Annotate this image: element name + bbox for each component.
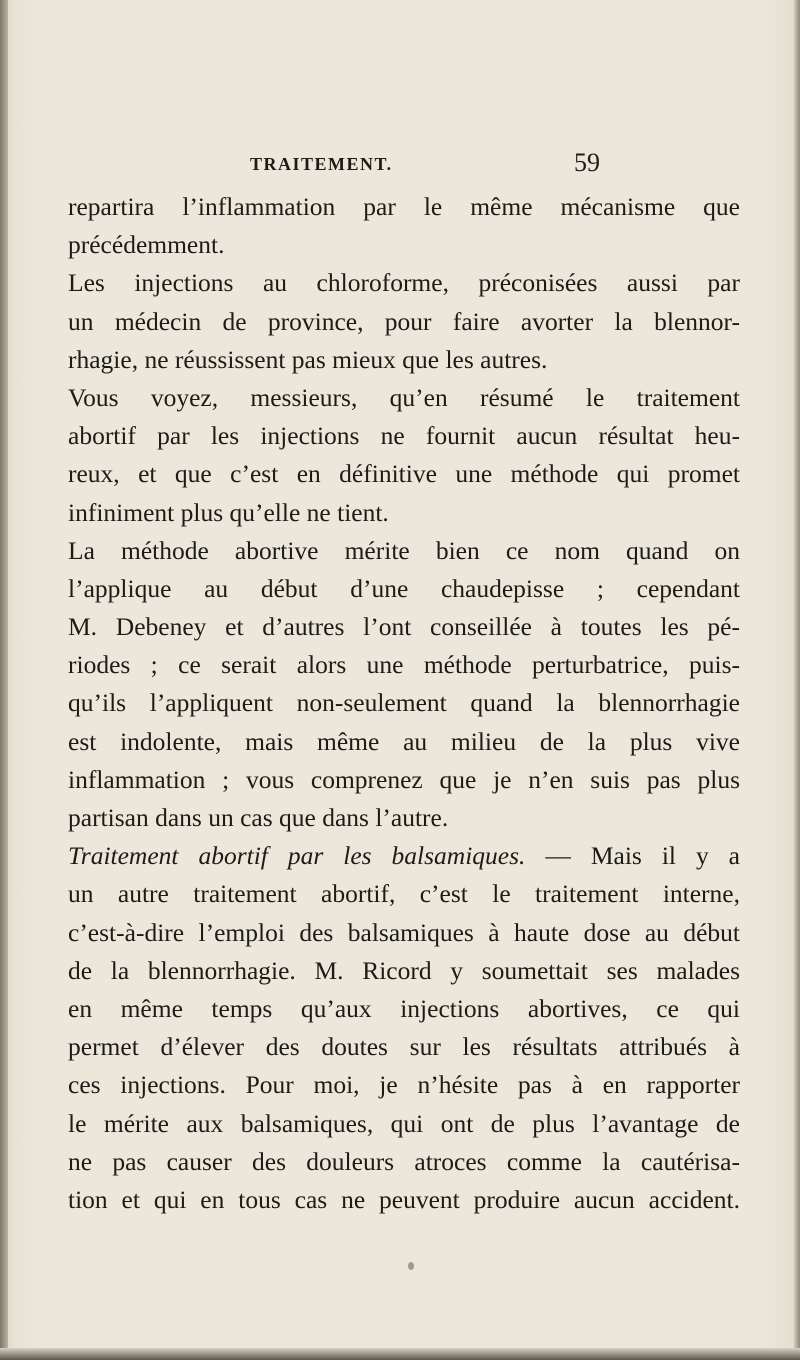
- binding-shadow: [0, 0, 8, 1360]
- text-line: un autre traitement abortif, c’est le traitement interne,: [68, 879, 740, 909]
- text-line: permet d’élever des doutes sur les résultats attribués à: [68, 1032, 740, 1062]
- text-line: La méthode abortive mérite bien ce nom quand on: [68, 535, 740, 565]
- section-title: Traitement abortif par les balsamiques.: [68, 841, 526, 871]
- body-text: [68, 188, 740, 1219]
- page-header: [250, 150, 600, 180]
- text-line: l’applique au début d’une chaudepisse ; cependant: [68, 573, 740, 603]
- section-heading-rest: — Mais il y a: [525, 841, 740, 871]
- text-line: repartira l’inflammation par le même mécanisme que: [68, 192, 740, 221]
- text-line: en même temps qu’aux injections abortives, ce qui: [68, 993, 740, 1023]
- text-line: inflammation ; vous comprenez que je n’en suis pas plus: [68, 764, 740, 794]
- text-line: abortif par les injections ne fournit aucun résultat heu-: [68, 421, 740, 451]
- text-line: précédemment.: [68, 230, 225, 260]
- text-line: de la blennorrhagie. M. Ricord y soumettait ses malades: [68, 955, 740, 985]
- page-number: 59: [574, 148, 600, 177]
- text-line: qu’ils l’appliquent non-seulement quand la blennorrhagie: [68, 688, 740, 718]
- text-line: Les injections au chloroforme, préconisées aussi par: [68, 268, 740, 298]
- text-line: ne pas causer des douleurs atroces comme la cautérisa-: [68, 1146, 740, 1176]
- ink-spot: [408, 1262, 414, 1270]
- text-line: un médecin de province, pour faire avorter la blennor-: [68, 306, 740, 336]
- text-line: infiniment plus qu’elle ne tient.: [68, 497, 389, 527]
- text-line: rhagie, ne réussissent pas mieux que les autres.: [68, 344, 548, 374]
- section-heading-line: [68, 837, 740, 875]
- text-line: tion et qui en tous cas ne peuvent produire aucun accident.: [68, 1184, 740, 1214]
- text-line: partisan dans un cas que dans l’autre.: [68, 803, 449, 832]
- text-line: est indolente, mais même au milieu de la plus vive: [68, 726, 740, 756]
- running-head: TRAITEMENT.: [250, 154, 393, 174]
- text-line: le mérite aux balsamiques, qui ont de plus l’avantage de: [68, 1108, 740, 1138]
- text-line: riodes ; ce serait alors une méthode perturbatrice, puis-: [68, 650, 740, 680]
- text-line: reux, et que c’est en définitive une méthode qui promet: [68, 459, 740, 489]
- text-line: c’est-à-dire l’emploi des balsamiques à haute dose au début: [68, 917, 740, 947]
- text-line: Vous voyez, messieurs, qu’en résumé le traitement: [68, 382, 740, 412]
- page-edge-shadow: [794, 0, 800, 1360]
- text-line: M. Debeney et d’autres l’ont conseillée à toutes les pé-: [68, 612, 740, 642]
- text-line: ces injections. Pour moi, je n’hésite pas à en rapporter: [68, 1070, 740, 1100]
- bottom-edge-shadow: [0, 1348, 800, 1360]
